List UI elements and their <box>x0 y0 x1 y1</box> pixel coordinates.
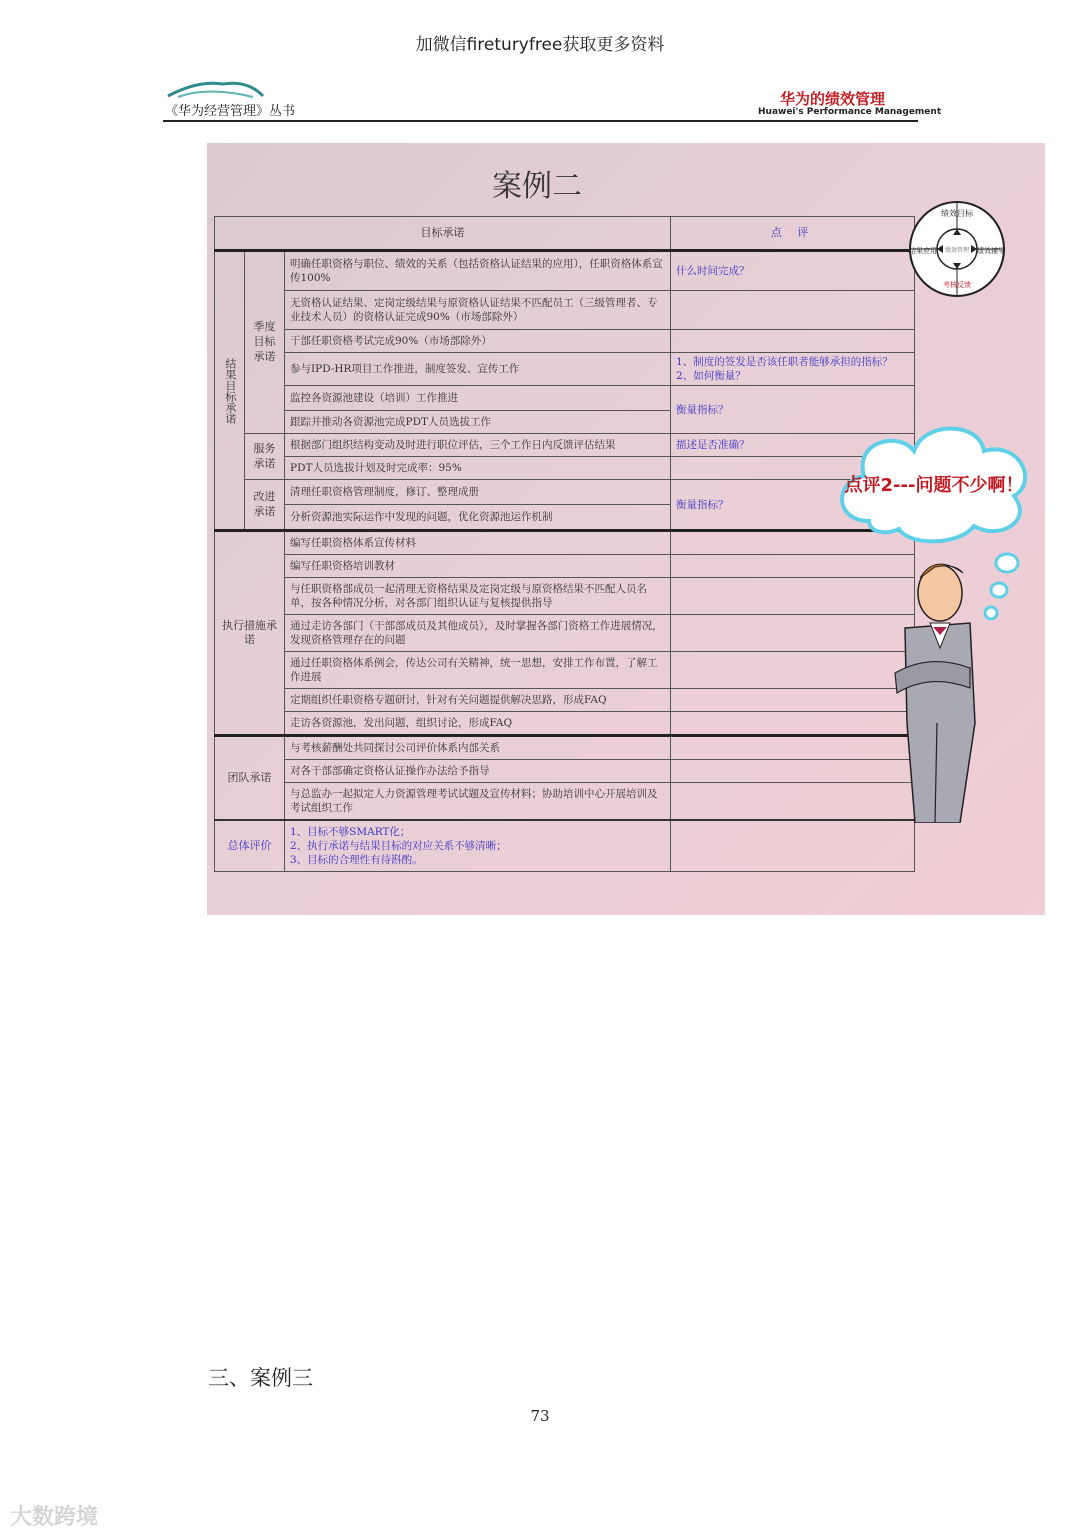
row-review <box>671 330 915 353</box>
wheel-label-left: 结果应用 <box>909 247 937 255</box>
row-text: 与考核薪酬处共同探讨公司评价体系内部关系 <box>285 736 671 760</box>
row-text: 参与IPD-HR项目工作推进，制度签发、宣传工作 <box>285 353 671 386</box>
row-text: 对各干部部确定资格认证操作办法给予指导 <box>285 760 671 783</box>
table-row <box>215 457 915 480</box>
header-review: 点 评 <box>671 217 915 251</box>
watermark: 大数跨境 <box>10 1505 99 1530</box>
row-text: 监控各资源池建设（培训）工作推进 <box>285 386 671 411</box>
case-slide <box>207 143 1045 915</box>
row-text: 跟踪并推动各资源池完成PDT人员选拔工作 <box>285 411 671 434</box>
page-number: 73 <box>530 1407 550 1425</box>
row-review: 1、制度的签发是否该任职者能够承担的指标？ 2、如何衡量？ <box>671 353 915 386</box>
overall-comment: 1、目标不够SMART化； 2、执行承诺与结果目标的对应关系不够清晰； 3、目标的合理性有待斟酌。 <box>285 820 671 872</box>
subcategory-quarter: 季度目标承诺 <box>245 251 285 434</box>
table-row <box>215 578 915 615</box>
section-heading: 三、案例三 <box>208 1366 313 1390</box>
book-title-cn: 华为的绩效管理 <box>780 90 886 108</box>
row-review: 什么时间完成？ <box>671 251 915 291</box>
row-text: 与任职资格部成员一起清理无资格结果及定岗定级与原资格结果不匹配人员名单，按各种情况分析，对各部门组织认证与复核提供指导 <box>285 578 671 615</box>
promo-note: 加微信fireturyfree获取更多资料 <box>415 35 665 55</box>
row-text: 定期组织任职资格专题研讨，针对有关问题提供解决思路，形成FAQ <box>285 689 671 712</box>
table-row <box>215 615 915 652</box>
category-team: 团队承诺 <box>215 736 285 821</box>
overall-review <box>671 820 915 872</box>
thinking-man-illustration <box>875 553 985 823</box>
row-text: 通过走访各部门（干部部成员及其他成员），及时掌握各部门资格工作进展情况，发现资格管理存在的问题 <box>285 615 671 652</box>
row-review: 描述是否准确？ <box>671 434 915 457</box>
subcategory-improve: 改进承诺 <box>245 480 285 531</box>
row-text: 编写任职资格体系宣传材料 <box>285 531 671 555</box>
wheel-label-center: 绩效管理 <box>944 247 970 254</box>
header-target: 目标承诺 <box>215 217 671 251</box>
wheel-label-top: 绩效目标 <box>941 209 973 218</box>
row-text: PDT人员选拔计划及时完成率：95% <box>285 457 671 480</box>
row-text: 清理任职资格管理制度，修订、整理成册 <box>285 480 671 505</box>
row-text: 分析资源池实际运作中发现的问题，优化资源池运作机制 <box>285 505 671 531</box>
table-row <box>215 760 915 783</box>
row-review <box>671 291 915 330</box>
table-row <box>215 386 915 411</box>
subcategory-service: 服务承诺 <box>245 434 285 480</box>
performance-cycle-wheel <box>907 199 1007 299</box>
row-text: 与总监办一起拟定人力资源管理考试试题及宣传材料；协助培训中心开展培训及考试组织工作 <box>285 783 671 821</box>
row-text: 编写任职资格培训教材 <box>285 555 671 578</box>
series-logo <box>163 78 273 100</box>
table-row <box>215 353 915 386</box>
table-row <box>215 736 915 760</box>
row-review: 衡量指标？ <box>671 386 915 434</box>
book-title-en: Huawei's Performance Management <box>758 107 942 117</box>
row-text: 干部任职资格考试完成90%（市场部除外） <box>285 330 671 353</box>
table-header-row <box>215 217 915 251</box>
row-review: 衡量指标？ <box>671 480 915 531</box>
table-row <box>215 783 915 821</box>
table-row <box>215 251 915 291</box>
row-text: 明确任职资格与职位、绩效的关系（包括资格认证结果的应用），任职资格体系宣传100% <box>285 251 671 291</box>
table-row <box>215 291 915 330</box>
table-row <box>215 689 915 712</box>
commitment-table <box>214 216 915 872</box>
wheel-label-bottom: 考核反馈 <box>943 281 971 289</box>
category-exec: 执行措施承诺 <box>215 531 285 736</box>
category-result: 结果目标承诺 <box>215 251 245 531</box>
table-row <box>215 820 915 872</box>
slide-title: 案例二 <box>492 169 582 204</box>
table-row <box>215 712 915 736</box>
cloud-text: 点评2---问题不少啊！ <box>844 475 1024 496</box>
table-row <box>215 330 915 353</box>
series-title: 《华为经营管理》丛书 <box>165 104 296 119</box>
row-text: 走访各资源池，发出问题，组织讨论，形成FAQ <box>285 712 671 736</box>
table-row <box>215 434 915 457</box>
thought-cloud <box>829 411 1039 551</box>
header-divider <box>163 120 918 122</box>
table-row <box>215 480 915 505</box>
table-row <box>215 555 915 578</box>
row-text: 无资格认证结果、定岗定级结果与原资格认证结果不匹配员工（三级管理者、专业技术人员）的资格认证完成90%（市场部除外） <box>285 291 671 330</box>
wheel-label-right: 绩效辅导 <box>977 247 1005 255</box>
table-row <box>215 652 915 689</box>
table-row <box>215 531 915 555</box>
row-text: 通过任职资格体系例会，传达公司有关精神，统一思想，安排工作布置，了解工作进展 <box>285 652 671 689</box>
row-text: 根据部门组织结构变动及时进行职位评估，三个工作日内反馈评估结果 <box>285 434 671 457</box>
category-overall: 总体评价 <box>215 820 285 872</box>
